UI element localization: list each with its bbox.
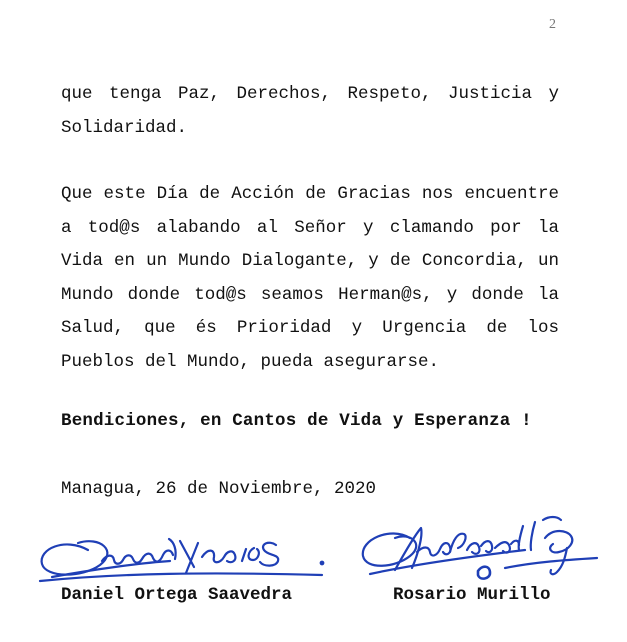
signer-name: Rosario Murillo <box>393 585 551 605</box>
signer-name: Daniel Ortega Saavedra <box>61 585 293 605</box>
paragraph-thanksgiving: Que este Día de Acción de Gracias nos encuentre a tod@s alabando al Señor y clamando por la Vida en un Mundo Dialogante, y de Concordia, un Mundo donde tod@s seamos Herman@s, y donde la Salud, que és Prioridad y Urgencia de los Pueblos del Mundo, pueda asegurarse. <box>61 184 559 372</box>
signature-daniel-ortega <box>30 523 330 588</box>
blessing-line: Bendiciones, en Cantos de Vida y Esperanza ! <box>61 411 532 431</box>
dateline: Managua, 26 de Noviembre, 2020 <box>61 479 377 499</box>
page-number: 2 <box>549 17 556 32</box>
paragraph-closing-wish: que tenga Paz, Derechos, Respeto, Justicia y Solidaridad. <box>61 84 559 138</box>
